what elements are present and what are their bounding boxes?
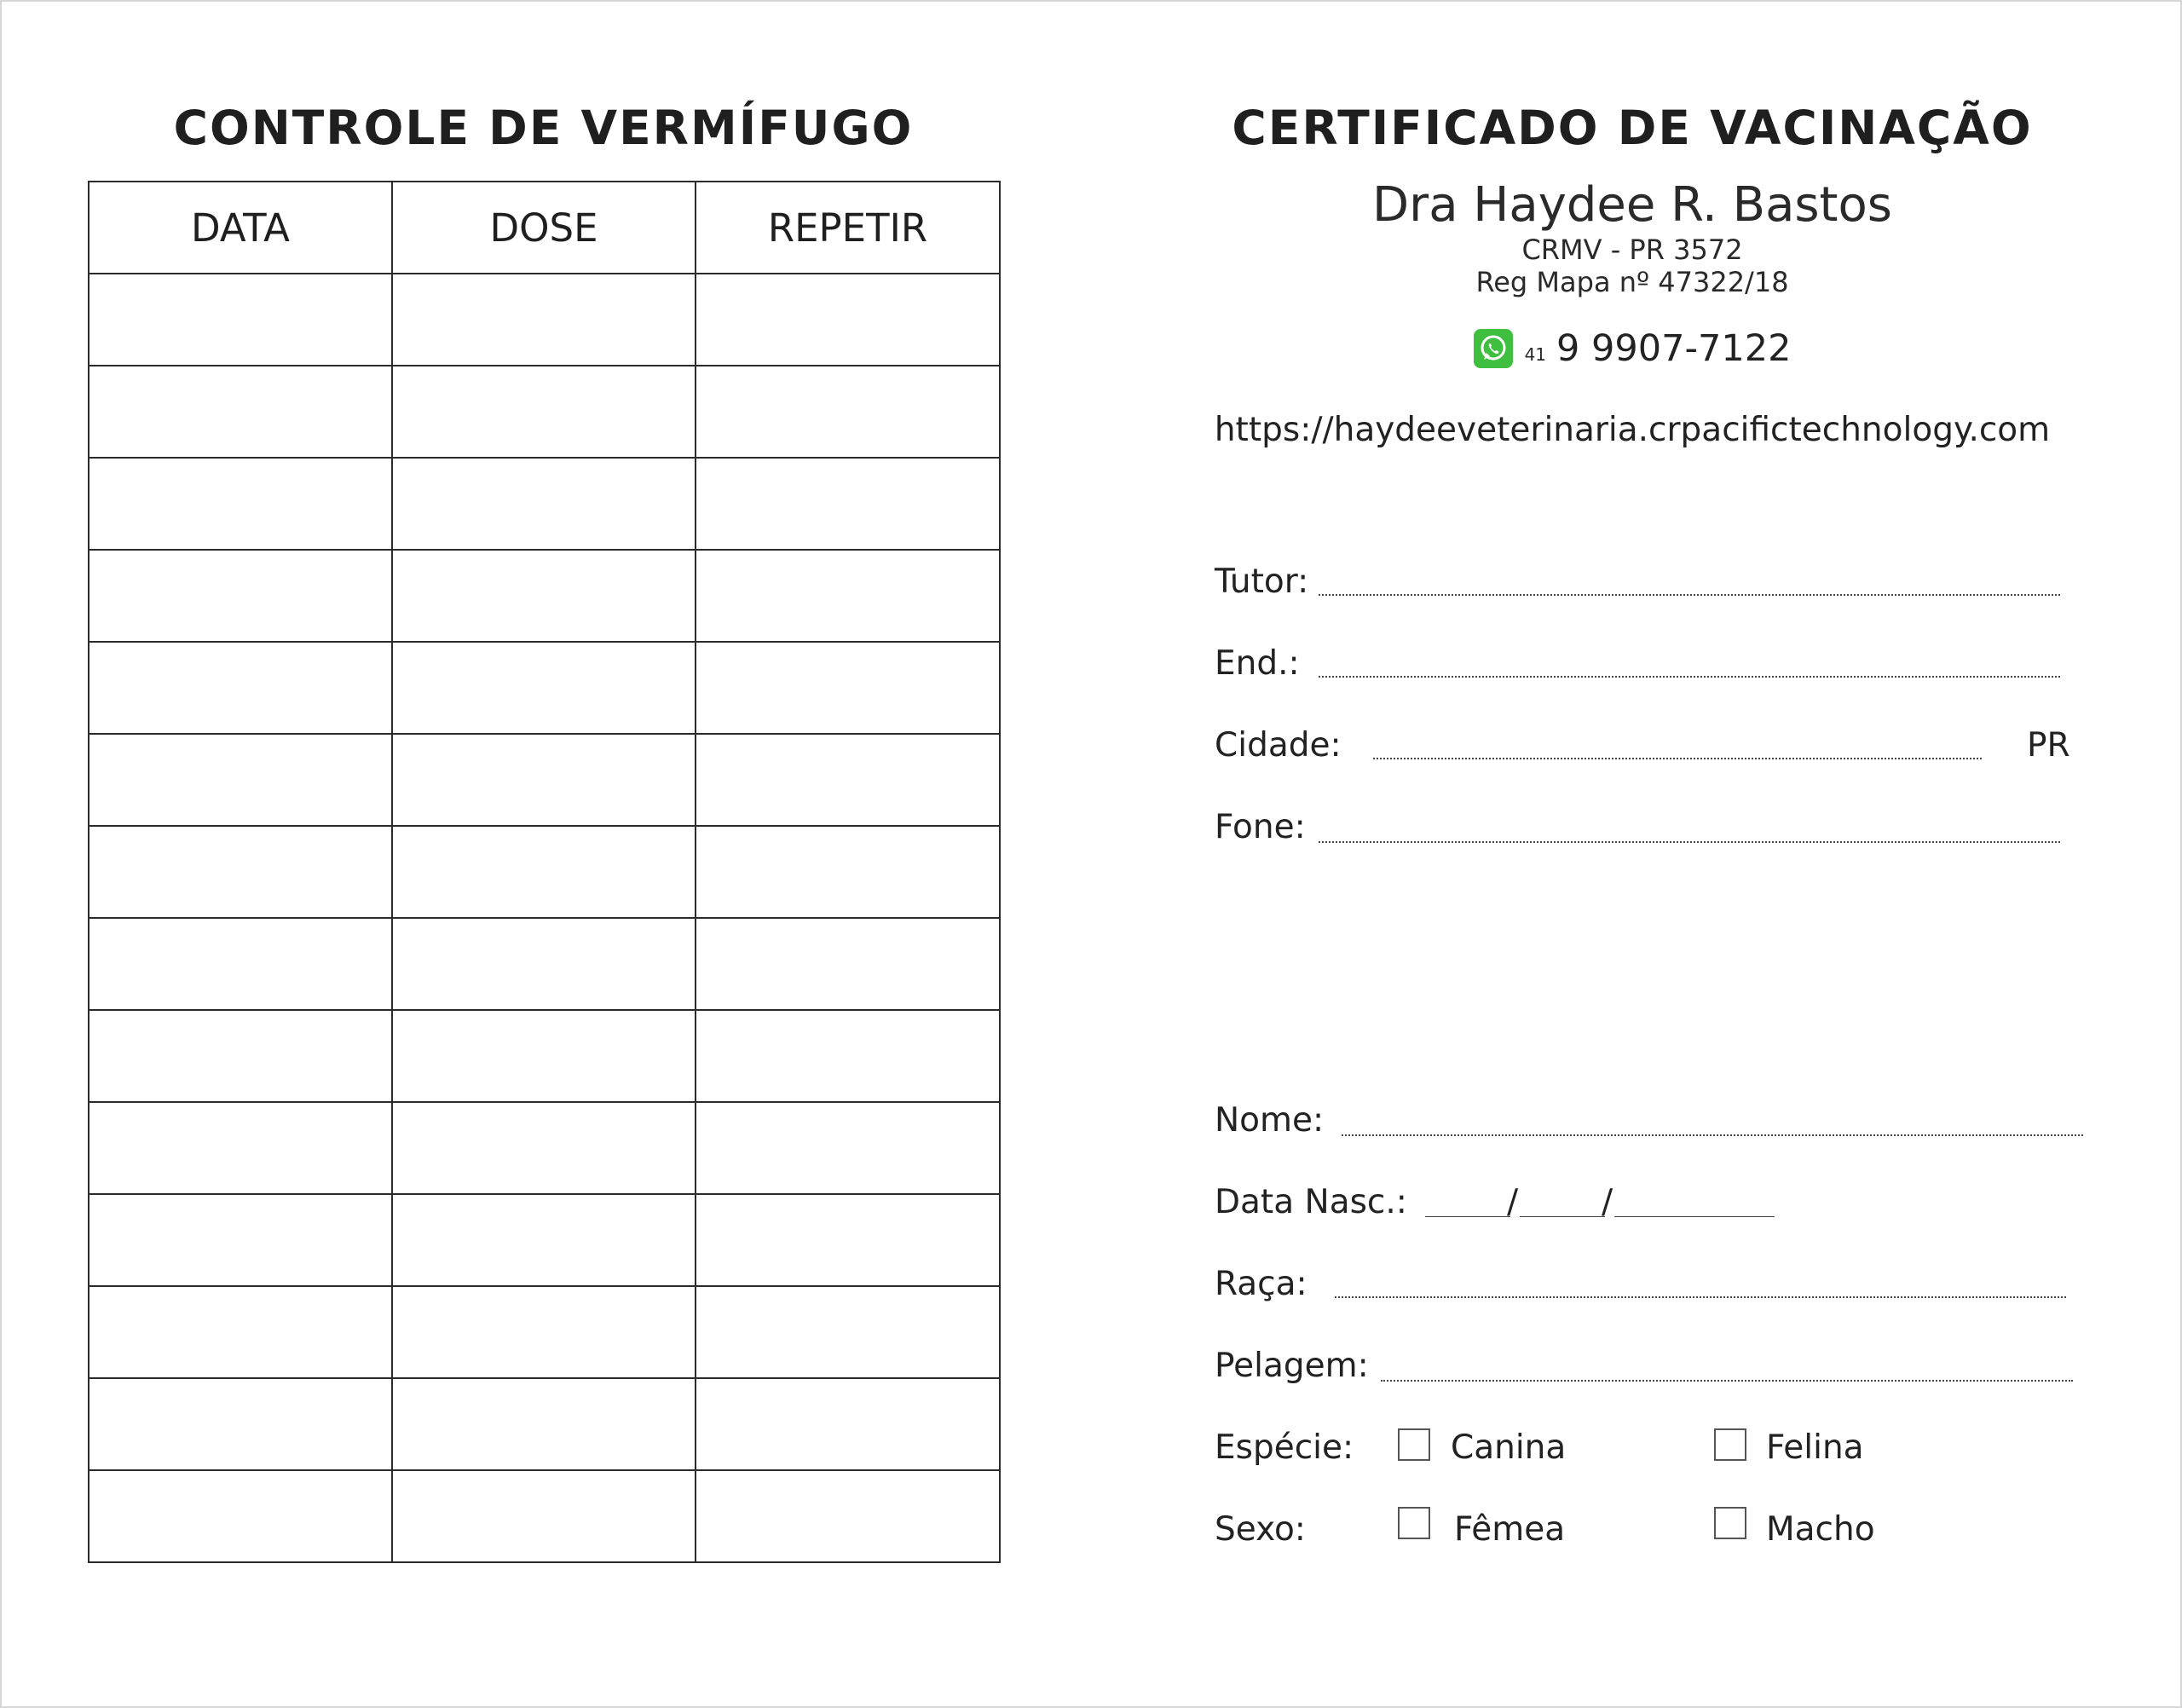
table-row bbox=[89, 274, 1000, 366]
table-cell-dose[interactable] bbox=[392, 1010, 696, 1102]
table-header-row bbox=[89, 182, 1000, 274]
macho-label: Macho bbox=[1766, 1510, 1875, 1549]
femea-label: Fêmea bbox=[1454, 1510, 1566, 1549]
tutor-label: Tutor: bbox=[1215, 563, 1309, 601]
endereco-field[interactable] bbox=[1319, 676, 2060, 678]
table-cell-dose[interactable] bbox=[392, 1470, 696, 1562]
fone-label: Fone: bbox=[1215, 808, 1306, 846]
canina-checkbox[interactable] bbox=[1398, 1428, 1430, 1461]
table-cell-data[interactable] bbox=[89, 1378, 392, 1470]
canina-label: Canina bbox=[1451, 1428, 1567, 1467]
vermifugo-title: CONTROLE DE VERMÍFUGO bbox=[173, 101, 914, 155]
birth-month-field[interactable] bbox=[1520, 1216, 1605, 1217]
table-row bbox=[89, 918, 1000, 1010]
crmv-registration: CRMV - PR 3572 bbox=[1521, 234, 1743, 266]
table-cell-data[interactable] bbox=[89, 918, 392, 1010]
fone-field[interactable] bbox=[1319, 841, 2060, 843]
table-cell-repetir[interactable] bbox=[696, 274, 1000, 366]
table-row bbox=[89, 550, 1000, 642]
raca-field[interactable] bbox=[1335, 1296, 2066, 1298]
phone-row bbox=[1189, 327, 2075, 370]
raca-label: Raça: bbox=[1215, 1265, 1307, 1303]
table-cell-repetir[interactable] bbox=[696, 1010, 1000, 1102]
felina-label: Felina bbox=[1766, 1428, 1864, 1467]
table-cell-repetir[interactable] bbox=[696, 918, 1000, 1010]
website-url: https://haydeeveterinaria.crpacifictechnology.com bbox=[1214, 411, 2051, 449]
table-row bbox=[89, 734, 1000, 826]
cidade-field[interactable] bbox=[1373, 758, 1982, 759]
tutor-field[interactable] bbox=[1319, 594, 2060, 596]
table-row bbox=[89, 1286, 1000, 1378]
table-row bbox=[89, 1378, 1000, 1470]
sexo-label: Sexo: bbox=[1215, 1510, 1306, 1549]
table-cell-repetir[interactable] bbox=[696, 1286, 1000, 1378]
certificate-title: CERTIFICADO DE VACINAÇÃO bbox=[1232, 101, 2033, 155]
area-code: 41 bbox=[1524, 344, 1547, 365]
birth-day-field[interactable] bbox=[1425, 1216, 1510, 1217]
table-cell-dose[interactable] bbox=[392, 274, 696, 366]
table-row bbox=[89, 1194, 1000, 1286]
table-row bbox=[89, 1470, 1000, 1562]
birth-year-field[interactable] bbox=[1614, 1216, 1775, 1217]
table-cell-data[interactable] bbox=[89, 1102, 392, 1194]
table-cell-dose[interactable] bbox=[392, 1378, 696, 1470]
table-cell-dose[interactable] bbox=[392, 1286, 696, 1378]
table-cell-repetir[interactable] bbox=[696, 826, 1000, 918]
table-row bbox=[89, 826, 1000, 918]
table-cell-repetir[interactable] bbox=[696, 642, 1000, 734]
table-cell-data[interactable] bbox=[89, 826, 392, 918]
table-cell-repetir[interactable] bbox=[696, 1194, 1000, 1286]
nome-field[interactable] bbox=[1342, 1134, 2083, 1136]
table-body bbox=[89, 274, 1000, 1562]
table-cell-data[interactable] bbox=[89, 1010, 392, 1102]
table-cell-dose[interactable] bbox=[392, 642, 696, 734]
pelagem-field[interactable] bbox=[1381, 1380, 2073, 1382]
table-cell-data[interactable] bbox=[89, 366, 392, 458]
table-cell-repetir[interactable] bbox=[696, 458, 1000, 550]
table-row bbox=[89, 642, 1000, 734]
table-cell-data[interactable] bbox=[89, 1470, 392, 1562]
especie-label: Espécie: bbox=[1215, 1428, 1354, 1467]
table-cell-dose[interactable] bbox=[392, 458, 696, 550]
table-cell-data[interactable] bbox=[89, 274, 392, 366]
pelagem-label: Pelagem: bbox=[1215, 1347, 1369, 1385]
date-separator: / bbox=[1507, 1183, 1519, 1221]
vermifugo-table bbox=[88, 181, 1001, 1563]
nome-label: Nome: bbox=[1215, 1101, 1325, 1140]
table-row bbox=[89, 366, 1000, 458]
table-cell-repetir[interactable] bbox=[696, 366, 1000, 458]
table-cell-data[interactable] bbox=[89, 734, 392, 826]
macho-checkbox[interactable] bbox=[1714, 1507, 1746, 1539]
table-cell-data[interactable] bbox=[89, 550, 392, 642]
table-row bbox=[89, 1102, 1000, 1194]
table-cell-dose[interactable] bbox=[392, 918, 696, 1010]
endereco-label: End.: bbox=[1215, 644, 1300, 683]
date-separator: / bbox=[1602, 1183, 1613, 1221]
whatsapp-icon bbox=[1474, 329, 1513, 368]
table-cell-dose[interactable] bbox=[392, 366, 696, 458]
table-cell-dose[interactable] bbox=[392, 550, 696, 642]
table-cell-data[interactable] bbox=[89, 1194, 392, 1286]
cidade-label: Cidade: bbox=[1215, 726, 1342, 765]
table-cell-repetir[interactable] bbox=[696, 1470, 1000, 1562]
table-cell-dose[interactable] bbox=[392, 826, 696, 918]
estado-label: PR bbox=[2027, 726, 2070, 765]
column-header-data: DATA bbox=[89, 182, 392, 274]
column-header-repetir: REPETIR bbox=[696, 182, 1000, 274]
phone-number: 9 9907-7122 bbox=[1556, 327, 1792, 370]
table-row bbox=[89, 458, 1000, 550]
table-row bbox=[89, 1010, 1000, 1102]
table-cell-repetir[interactable] bbox=[696, 734, 1000, 826]
table-cell-dose[interactable] bbox=[392, 1102, 696, 1194]
column-header-dose: DOSE bbox=[392, 182, 696, 274]
table-cell-data[interactable] bbox=[89, 458, 392, 550]
table-cell-dose[interactable] bbox=[392, 734, 696, 826]
femea-checkbox[interactable] bbox=[1398, 1507, 1430, 1539]
felina-checkbox[interactable] bbox=[1714, 1428, 1746, 1461]
vet-name: Dra Haydee R. Bastos bbox=[1372, 177, 1892, 233]
table-cell-repetir[interactable] bbox=[696, 1378, 1000, 1470]
table-cell-data[interactable] bbox=[89, 642, 392, 734]
table-cell-data[interactable] bbox=[89, 1286, 392, 1378]
table-cell-repetir[interactable] bbox=[696, 1102, 1000, 1194]
table-cell-repetir[interactable] bbox=[696, 550, 1000, 642]
table-cell-dose[interactable] bbox=[392, 1194, 696, 1286]
data-nasc-label: Data Nasc.: bbox=[1215, 1183, 1407, 1221]
reg-mapa: Reg Mapa nº 47322/18 bbox=[1475, 266, 1789, 298]
